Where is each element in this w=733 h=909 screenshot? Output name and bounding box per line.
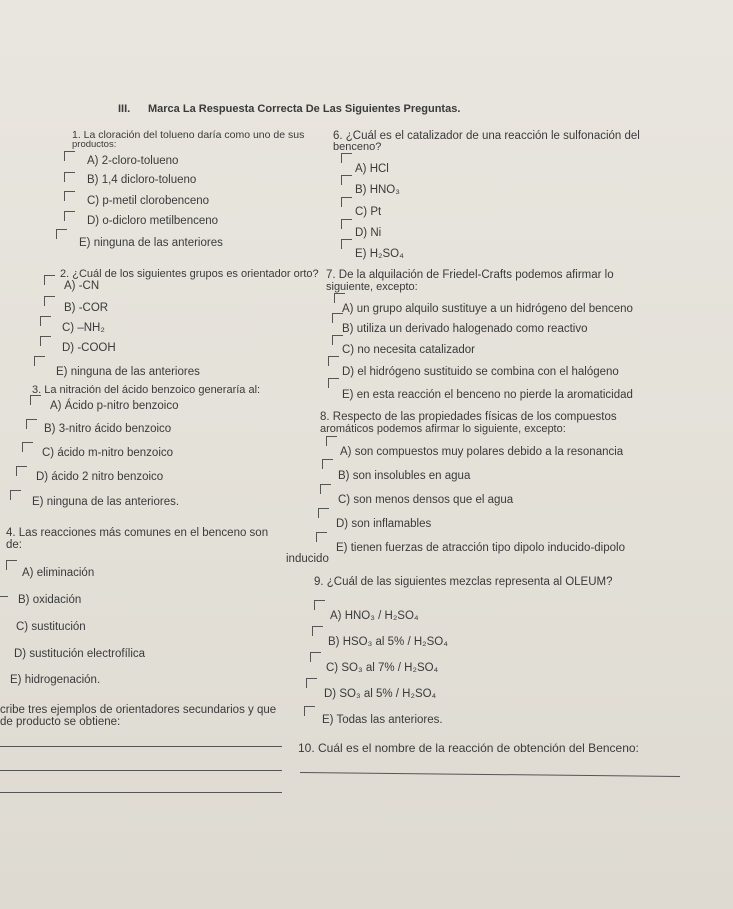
q8-option-e-checkbox[interactable] bbox=[316, 532, 327, 542]
q8-stem: 8. Respecto de las propiedades físicas de los compuestos bbox=[320, 411, 617, 423]
q7-option-b-checkbox[interactable] bbox=[332, 313, 343, 323]
q5-answer-line-1[interactable] bbox=[0, 746, 282, 747]
q4-stem: 4. Las reacciones más comunes en el benceno son bbox=[6, 527, 269, 539]
q1-option-e: E) ninguna de las anteriores bbox=[79, 237, 223, 249]
q2-option-a: A) -CN bbox=[64, 280, 100, 292]
q8-option-d: D) son inflamables bbox=[336, 518, 432, 530]
q6-option-e: E) H₂SO₄ bbox=[355, 248, 404, 260]
q8-option-c-checkbox[interactable] bbox=[320, 484, 331, 494]
q1-option-d-checkbox[interactable] bbox=[64, 211, 75, 221]
q4-option-c: C) sustitución bbox=[16, 621, 86, 633]
q1-stem-cont: productos: bbox=[72, 139, 117, 150]
q8-stem-cont: aromáticos podemos afirmar lo siguiente, excepto: bbox=[320, 423, 566, 435]
q7-option-e: E) en esta reacción el benceno no pierde la aromaticidad bbox=[342, 389, 633, 401]
q9-option-e-checkbox[interactable] bbox=[304, 706, 315, 716]
q1-option-d: D) o-dicloro metilbenceno bbox=[87, 215, 219, 227]
q6-option-a-checkbox[interactable] bbox=[341, 153, 352, 163]
q6-option-d: D) Ni bbox=[355, 227, 382, 239]
q3-stem: 3. La nitración del ácido benzoico generaría al: bbox=[32, 384, 261, 396]
q9-option-a: A) HNO₃ / H₂SO₄ bbox=[330, 610, 419, 622]
q3-option-a-checkbox[interactable] bbox=[30, 395, 41, 405]
q6-option-a: A) HCl bbox=[355, 163, 389, 175]
q2-stem: 2. ¿Cuál de los siguientes grupos es orientador orto? bbox=[60, 268, 319, 280]
q1-option-c: C) p-metil clorobenceno bbox=[87, 195, 210, 207]
q8-option-d-checkbox[interactable] bbox=[318, 508, 329, 518]
q2-option-c-checkbox[interactable] bbox=[40, 316, 51, 326]
q4-option-b: B) oxidación bbox=[18, 594, 82, 606]
q4-option-e: E) hidrogenación. bbox=[10, 674, 101, 686]
q2-option-b: B) -COR bbox=[64, 302, 109, 314]
q9-option-e: E) Todas las anteriores. bbox=[322, 714, 443, 726]
q8-option-c: C) son menos densos que el agua bbox=[338, 494, 514, 506]
q3-option-b-checkbox[interactable] bbox=[26, 419, 37, 429]
q1-option-b: B) 1,4 dicloro-tolueno bbox=[87, 174, 197, 186]
q9-option-b: B) HSO₃ al 5% / H₂SO₄ bbox=[328, 636, 448, 648]
q4-option-a-checkbox[interactable] bbox=[6, 560, 17, 570]
q1-stem: 1. La cloración del tolueno daría como uno de sus bbox=[72, 129, 305, 141]
q7-option-c: C) no necesita catalizador bbox=[342, 344, 475, 356]
q7-stem: 7. De la alquilación de Friedel-Crafts podemos afirmar lo bbox=[326, 269, 614, 281]
q8-option-b-checkbox[interactable] bbox=[322, 459, 333, 469]
q3-option-a: A) Ácido p-nitro benzoico bbox=[50, 400, 179, 412]
q1-option-a-checkbox[interactable] bbox=[64, 151, 75, 161]
q7-option-d: D) el hidrógeno sustituido se combina con el halógeno bbox=[342, 366, 619, 378]
q9-option-c: C) SO₃ al 7% / H₂SO₄ bbox=[326, 662, 439, 674]
q3-option-e: E) ninguna de las anteriores. bbox=[32, 496, 180, 508]
q6-option-b-checkbox[interactable] bbox=[341, 175, 352, 185]
q5-answer-line-2[interactable] bbox=[0, 770, 282, 771]
q10-stem: 10. Cuál es el nombre de la reacción de obtención del Benceno: bbox=[298, 741, 639, 755]
q2-option-d: D) -COOH bbox=[62, 342, 116, 354]
q8-option-e: E) tienen fuerzas de atracción tipo dipolo inducido-dipolo bbox=[336, 542, 625, 554]
q7-stem-cont: siguiente, excepto: bbox=[326, 281, 418, 293]
q3-option-c: C) ácido m-nitro benzoico bbox=[42, 447, 174, 459]
q6-stem: 6. ¿Cuál es el catalizador de una reacción le sulfonación del bbox=[333, 130, 640, 142]
q2-option-b-checkbox[interactable] bbox=[44, 296, 55, 306]
q8-option-a-checkbox[interactable] bbox=[326, 436, 337, 446]
q7-option-a-checkbox[interactable] bbox=[334, 293, 345, 303]
q9-stem: 9. ¿Cuál de las siguientes mezclas representa al OLEUM? bbox=[314, 576, 613, 588]
q3-option-d: D) ácido 2 nitro benzoico bbox=[36, 471, 164, 483]
q7-option-a: A) un grupo alquilo sustituye a un hidrógeno del benceno bbox=[342, 303, 633, 315]
q9-option-b-checkbox[interactable] bbox=[312, 626, 323, 636]
q6-option-c-checkbox[interactable] bbox=[341, 197, 352, 207]
q2-option-e: E) ninguna de las anteriores bbox=[56, 366, 200, 378]
q9-option-c-checkbox[interactable] bbox=[310, 652, 321, 662]
q7-option-d-checkbox[interactable] bbox=[328, 356, 339, 366]
q7-option-e-checkbox[interactable] bbox=[328, 378, 339, 388]
q5-stem-cont: de producto se obtiene: bbox=[0, 716, 121, 728]
q7-option-b: B) utiliza un derivado halogenado como reactivo bbox=[342, 323, 588, 335]
q2-option-a-checkbox[interactable] bbox=[44, 275, 55, 285]
q9-option-d-checkbox[interactable] bbox=[306, 678, 317, 688]
q1-option-b-checkbox[interactable] bbox=[64, 172, 75, 182]
q2-option-e-checkbox[interactable] bbox=[34, 356, 45, 366]
q3-option-e-checkbox[interactable] bbox=[10, 490, 21, 500]
q4-option-b-mark[interactable] bbox=[0, 596, 8, 597]
q4-option-d: D) sustitución electrofílica bbox=[14, 648, 146, 660]
q5-answer-line-3[interactable] bbox=[0, 792, 282, 793]
q6-stem-cont: benceno? bbox=[333, 141, 382, 153]
q3-option-b: B) 3-nitro ácido benzoico bbox=[44, 423, 172, 435]
q2-option-c: C) –NH₂ bbox=[62, 322, 105, 334]
q8-option-b: B) son insolubles en agua bbox=[338, 470, 471, 482]
q3-option-c-checkbox[interactable] bbox=[22, 442, 33, 452]
q6-option-e-checkbox[interactable] bbox=[341, 239, 352, 249]
q5-stem: cribe tres ejemplos de orientadores secundarios y que bbox=[0, 704, 277, 716]
q10-answer-line[interactable] bbox=[300, 772, 680, 777]
q4-stem-cont: de: bbox=[6, 539, 22, 551]
q8-option-e-cont: inducido bbox=[286, 553, 329, 565]
q3-option-d-checkbox[interactable] bbox=[16, 466, 27, 476]
q6-option-d-checkbox[interactable] bbox=[341, 219, 352, 229]
q1-option-a: A) 2-cloro-tolueno bbox=[87, 155, 179, 167]
section-title: Marca La Respuesta Correcta De Las Siguientes Preguntas. bbox=[148, 103, 461, 115]
q1-option-c-checkbox[interactable] bbox=[64, 191, 75, 201]
q4-option-a: A) eliminación bbox=[22, 567, 95, 579]
q9-option-d: D) SO₃ al 5% / H₂SO₄ bbox=[324, 688, 437, 700]
q6-option-c: C) Pt bbox=[355, 206, 382, 218]
q8-option-a: A) son compuestos muy polares debido a la resonancia bbox=[340, 446, 624, 458]
q1-option-e-checkbox[interactable] bbox=[56, 229, 67, 239]
q2-option-d-checkbox[interactable] bbox=[40, 336, 51, 346]
q6-option-b: B) HNO₃ bbox=[355, 184, 400, 196]
q9-option-a-checkbox[interactable] bbox=[314, 600, 325, 610]
section-roman: III. bbox=[118, 103, 131, 115]
